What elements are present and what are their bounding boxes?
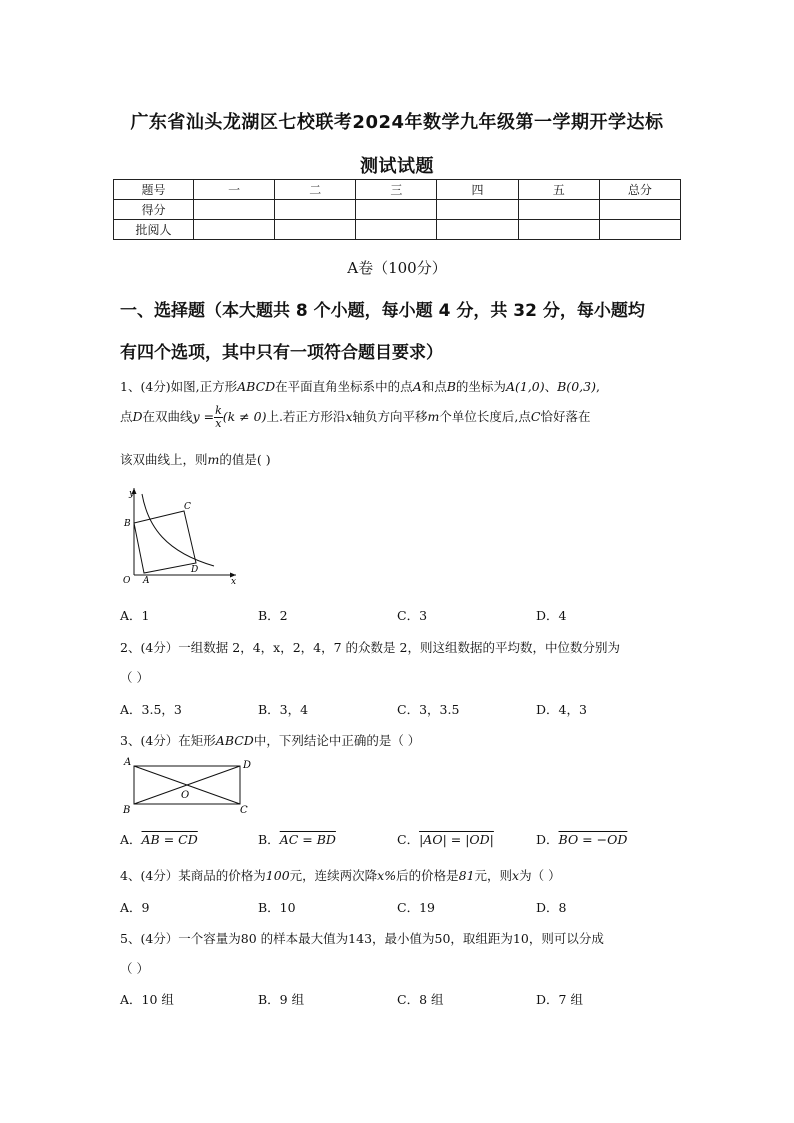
score-header-cell: 二 <box>275 180 356 200</box>
q1-axis: x <box>345 409 353 424</box>
q1-text: 在双曲线 <box>142 409 193 424</box>
option-expression: AC = BD <box>279 832 336 847</box>
q5-option-c[interactable]: C．8 组 <box>397 992 444 1007</box>
score-cell <box>437 220 518 240</box>
score-cell <box>194 220 275 240</box>
fig-label-x: x <box>231 577 237 587</box>
q4-text: 元，连续两次降 <box>289 868 378 883</box>
q1-coord-a: A(1,0) <box>505 379 545 394</box>
q4-option-d[interactable]: D．8 <box>536 900 567 915</box>
square-abcd <box>134 511 199 575</box>
q3-option-d[interactable] <box>536 830 627 848</box>
option-expression: |AO| = |OD| <box>419 832 494 847</box>
q1-coord-b: B(0,3) <box>557 379 596 394</box>
q5-option-d[interactable]: D．7 组 <box>536 992 583 1007</box>
score-row-label: 批阅人 <box>114 220 194 240</box>
fig-label-a: A <box>143 576 150 586</box>
fig-label-o: O <box>181 790 190 801</box>
score-cell <box>194 200 275 220</box>
q5-line2: （ ） <box>120 961 149 976</box>
q4-text: 元，则 <box>474 868 513 883</box>
q1-text: 该双曲线上，则 <box>120 452 208 467</box>
option-label: C． <box>397 832 420 847</box>
q3-line1 <box>120 731 690 749</box>
q1-text: 1、(4分)如图,正方形 <box>120 379 238 394</box>
q1-option-d[interactable]: D．4 <box>536 608 567 623</box>
score-cell <box>275 200 356 220</box>
q1-text: 轴负方向平移 <box>352 409 428 424</box>
fig-label-c: C <box>240 805 248 816</box>
q1-square-name: ABCD <box>237 379 276 394</box>
q4-text: 后的价格是 <box>396 868 459 883</box>
q2-option-b[interactable]: B．3，4 <box>258 702 309 717</box>
q1-text: 恰好落在 <box>540 409 591 424</box>
score-cell <box>599 220 680 240</box>
score-table-row-score <box>114 200 681 220</box>
fig-label-d: D <box>191 565 199 575</box>
q1-text: 的坐标为 <box>455 379 506 394</box>
score-table-row-grader <box>114 220 681 240</box>
q2-line2: （ ） <box>120 670 149 685</box>
q1-text: 的值是( ) <box>219 452 271 467</box>
q4-percent: x% <box>377 868 397 883</box>
q3-option-b[interactable] <box>258 830 336 848</box>
volume-label: A卷（100分） <box>347 259 447 277</box>
q4-line1 <box>120 866 690 884</box>
fig-label-b: B <box>124 519 131 529</box>
score-cell <box>356 200 437 220</box>
q1-text: 上.若正方形沿 <box>266 409 346 424</box>
q1-line2 <box>120 405 690 430</box>
q1-fraction <box>214 405 223 430</box>
q1-line1 <box>120 377 690 395</box>
q1-option-b[interactable]: B．2 <box>258 608 288 623</box>
option-expression: BO = −OD <box>558 832 628 847</box>
option-label: B． <box>258 832 280 847</box>
q4-text: 4、(4分）某商品的价格为 <box>120 868 266 883</box>
q5-option-a[interactable]: A．10 组 <box>120 992 174 1007</box>
q1-option-a[interactable]: A．1 <box>120 608 150 623</box>
q1-point-a: A <box>412 379 422 394</box>
q5-option-b[interactable]: B．9 组 <box>258 992 305 1007</box>
hyperbola-curve <box>142 494 214 566</box>
q4-option-c[interactable]: C．19 <box>397 900 435 915</box>
fig-label-b: B <box>123 805 131 816</box>
fig-label-c: C <box>184 502 191 512</box>
q1-text: 个单位长度后,点 <box>439 409 531 424</box>
exam-title-line2: 测试试题 <box>360 156 434 177</box>
q1-text: 、 <box>544 379 558 394</box>
q5-line1: 5、(4分）一个容量为80 的样本最大值为143，最小值为50，取组距为10，则可以分成 <box>120 931 604 946</box>
q1-option-c[interactable]: C．3 <box>397 608 428 623</box>
q2-option-c[interactable]: C．3，3.5 <box>397 702 460 717</box>
q4-final-price: 81 <box>458 868 475 883</box>
q1-text: 在平面直角坐标系中的点 <box>275 379 413 394</box>
section1-heading-line2: 有四个选项，其中只有一项符合题目要求） <box>120 343 443 363</box>
q4-var-x: x <box>512 868 520 883</box>
q1-line3 <box>120 450 690 468</box>
score-table <box>113 179 681 240</box>
q4-option-b[interactable]: B．10 <box>258 900 296 915</box>
score-cell <box>518 220 599 240</box>
q1-fraction-numerator: k <box>215 404 222 417</box>
score-cell <box>437 200 518 220</box>
q1-var-m: m <box>427 409 440 424</box>
fig-label-d: D <box>243 760 252 771</box>
q3-text: 3、(4分）在矩形 <box>120 733 216 748</box>
q1-text: , <box>595 379 600 394</box>
score-table-header-row <box>114 180 681 200</box>
score-cell <box>599 200 680 220</box>
q2-line1: 2、(4分）一组数据 2，4，x，2，4，7 的众数是 2，则这组数据的平均数，中位数分别为 <box>120 640 620 655</box>
q1-equation-condition: (k ≠ 0) <box>222 409 267 424</box>
score-header-cell: 一 <box>194 180 275 200</box>
exam-title-line1: 广东省汕头龙湖区七校联考2024年数学九年级第一学期开学达标 <box>130 112 664 133</box>
q1-coordinate-figure <box>118 482 248 587</box>
option-label: A． <box>120 832 142 847</box>
q3-rectangle-figure <box>118 755 260 817</box>
score-header-cell: 三 <box>356 180 437 200</box>
q1-text: 点 <box>120 409 133 424</box>
q2-option-a[interactable]: A．3.5，3 <box>120 702 182 717</box>
q1-point-d: D <box>132 409 143 424</box>
section1-heading-line1: 一、选择题（本大题共 8 个小题，每小题 4 分，共 32 分，每小题均 <box>120 301 645 321</box>
score-cell <box>275 220 356 240</box>
score-header-cell: 四 <box>437 180 518 200</box>
q4-text: 为（ ） <box>519 868 561 883</box>
score-header-cell: 总分 <box>599 180 680 200</box>
q1-fraction-denominator: x <box>215 417 222 430</box>
q3-option-a[interactable] <box>120 830 198 848</box>
q4-price: 100 <box>265 868 290 883</box>
q1-text: 和点 <box>421 379 447 394</box>
option-label: D． <box>536 832 559 847</box>
fig-label-a: A <box>124 757 132 768</box>
score-header-cell: 五 <box>518 180 599 200</box>
q3-option-c[interactable] <box>397 830 494 848</box>
q1-point-c: C <box>530 409 541 424</box>
option-expression: AB = CD <box>141 832 198 847</box>
q2-option-d[interactable]: D．4，3 <box>536 702 587 717</box>
score-header-cell: 题号 <box>114 180 194 200</box>
fig-label-y: y <box>129 489 135 499</box>
score-row-label: 得分 <box>114 200 194 220</box>
q1-var-m: m <box>207 452 220 467</box>
fig-label-o: O <box>123 576 131 586</box>
score-cell <box>356 220 437 240</box>
q1-point-b: B <box>446 379 456 394</box>
q3-rect-name: ABCD <box>215 733 254 748</box>
score-cell <box>518 200 599 220</box>
q3-text: 中，下列结论中正确的是（ ） <box>253 733 421 748</box>
q4-option-a[interactable]: A．9 <box>120 900 150 915</box>
q1-equation-lhs: y = <box>192 409 215 424</box>
